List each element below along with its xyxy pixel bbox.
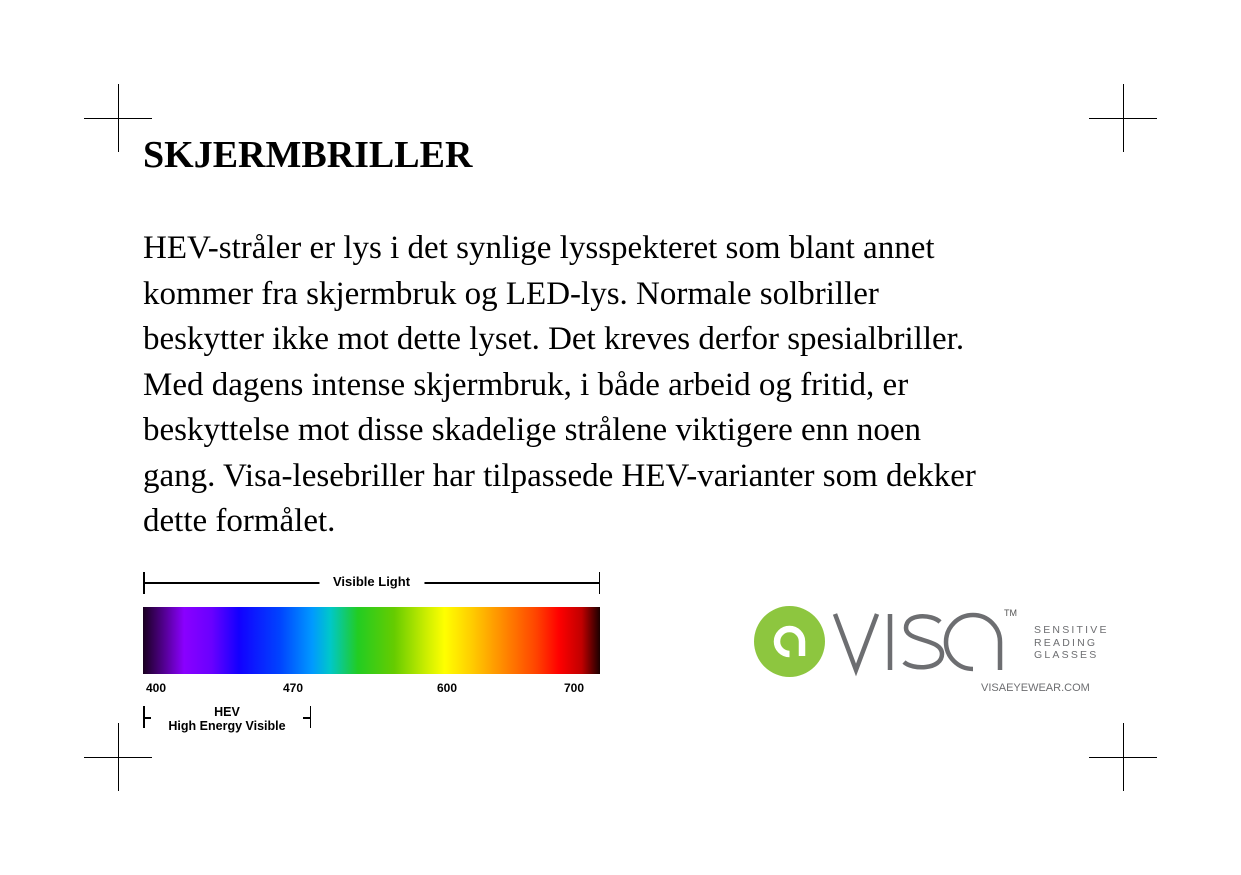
- hev-bracket: [143, 705, 311, 733]
- crop-mark: [1123, 723, 1124, 791]
- crop-mark: [118, 723, 119, 791]
- hev-label: HEV: [214, 705, 240, 719]
- tagline-line: GLASSES: [1034, 649, 1099, 661]
- spectrum-bar: [143, 607, 600, 674]
- visa-logo-icon: [754, 606, 825, 677]
- body-line: gang. Visa-lesebriller har tilpassede HEV-varianter som dekker: [143, 457, 976, 494]
- trademark-mark: TM: [1004, 608, 1017, 618]
- wavelength-label-400: 400: [146, 681, 167, 695]
- wavelength-label-600: 600: [437, 681, 458, 695]
- page-title: SKJERMBRILLER: [143, 134, 473, 176]
- visa-wordmark-logo: [832, 604, 1032, 680]
- body-line: dette formålet.: [143, 503, 336, 539]
- logo-tagline: [1034, 624, 1109, 662]
- body-line: beskytter ikke mot dette lyset. Det kreves derfor spesialbriller.: [143, 321, 965, 357]
- crop-mark: [1123, 84, 1124, 152]
- body-line: kommer fra skjermbruk og LED-lys. Normale solbriller: [143, 275, 879, 312]
- body-line: HEV-stråler er lys i det synlige lysspekteret som blant annet: [143, 230, 935, 266]
- body-line: Med dagens intense skjermbruk, i både arbeid og fritid, er: [143, 366, 909, 403]
- body-line: beskyttelse mot disse skadelige strålene viktigere enn noen: [143, 412, 922, 448]
- website-url: VISAEYEWEAR.COM: [981, 682, 1090, 694]
- wavelength-label-700: 700: [564, 681, 585, 695]
- hev-full-label: High Energy Visible: [168, 719, 286, 733]
- crop-mark: [118, 84, 119, 152]
- visible-light-bracket: [143, 572, 600, 594]
- visible-light-label: Visible Light: [319, 574, 424, 590]
- wavelength-label-470: 470: [283, 681, 304, 695]
- tagline-line: READING: [1034, 636, 1098, 649]
- body-paragraph: [143, 226, 1103, 545]
- tagline-line: SENSITIVE: [1034, 624, 1109, 636]
